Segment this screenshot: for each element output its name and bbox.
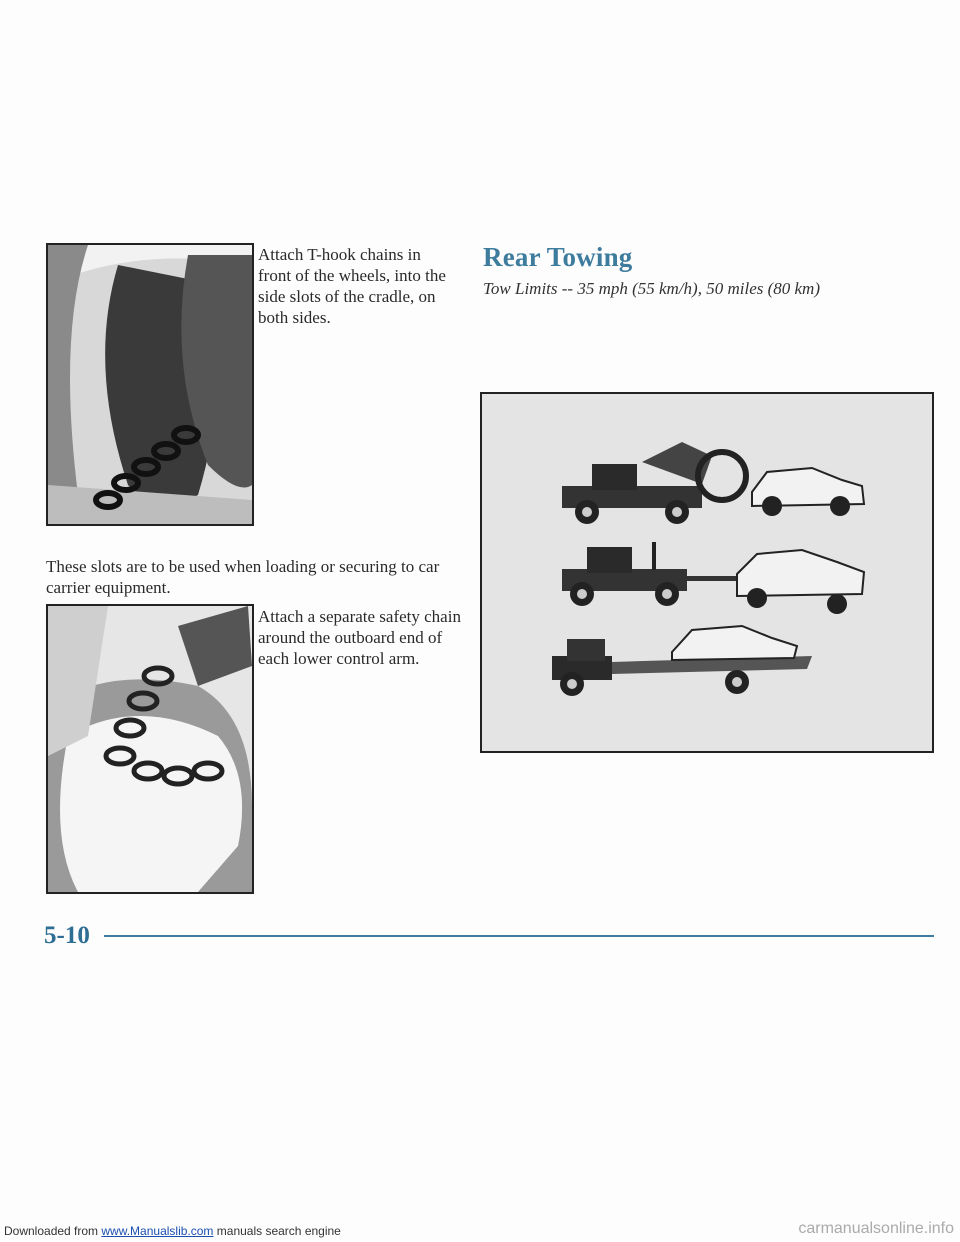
rear-towing-methods-illustration xyxy=(480,392,934,753)
page-number: 5-10 xyxy=(44,922,90,949)
safety-chain-instruction: Attach a separate safety chain around the outboard end of each lower control arm. xyxy=(258,607,461,668)
download-footer xyxy=(4,1224,341,1238)
t-hook-chain-illustration xyxy=(46,243,254,526)
tow-limits: Tow Limits -- 35 mph (55 km/h), 50 miles (80 km) xyxy=(483,279,820,298)
footer-prefix: Downloaded from xyxy=(4,1224,102,1238)
manualslib-link[interactable]: www.Manualslib.com xyxy=(101,1224,214,1238)
watermark: carmanualsonline.info xyxy=(798,1220,954,1237)
footer-suffix: manuals search engine xyxy=(213,1224,341,1238)
section-heading: Rear Towing xyxy=(483,242,633,272)
safety-chain-illustration xyxy=(46,604,254,894)
page-rule xyxy=(104,935,934,937)
slots-note: These slots are to be used when loading or securing to car carrier equipment. xyxy=(46,557,440,597)
t-hook-instruction: Attach T-hook chains in front of the wheels, into the side slots of the cradle, on both sides. xyxy=(258,245,446,327)
